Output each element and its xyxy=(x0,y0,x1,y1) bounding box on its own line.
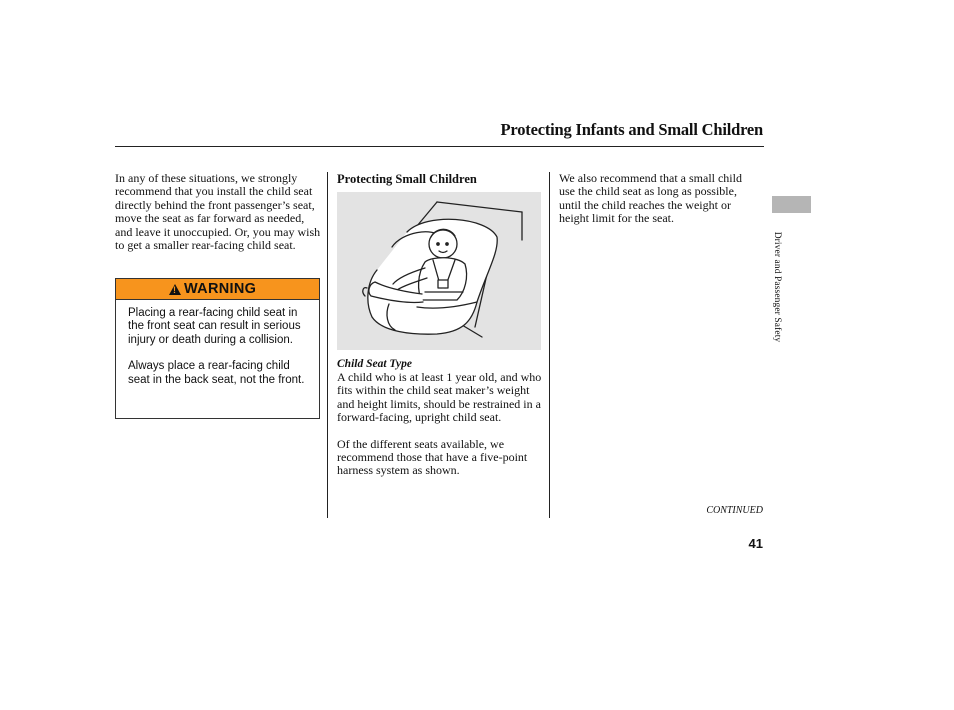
warning-paragraph-2: Always place a rear-facing child seat in the back seat, not the front. xyxy=(128,360,305,386)
section-heading: Protecting Small Children xyxy=(337,172,477,186)
warning-body xyxy=(116,300,319,387)
column3-paragraph: We also recommend that a small child use the child seat as long as possible, until the child reaches the weight or height limit for the seat. xyxy=(559,171,742,226)
continued-label: CONTINUED xyxy=(706,505,763,516)
page-title: Protecting Infants and Small Children xyxy=(500,120,763,139)
column1-paragraph: In any of these situations, we strongly recommend that you install the child seat directly behind the front passenger’s seat, move the seat as far forward as needed, and leave it unoccupied. Or, you may wish to get a smaller rear-facing child seat. xyxy=(115,171,321,253)
column2-paragraph-1: A child who is at least 1 year old, and who fits within the child seat maker’s weight and height limits, should be restrained in a forward-facing, upright child seat. xyxy=(337,370,542,425)
column-divider-2 xyxy=(549,172,550,518)
column2-paragraph-2: Of the different seats available, we recommend those that have a five-point harness system as shown. xyxy=(337,436,528,478)
child-in-car-seat-icon xyxy=(337,192,541,350)
warning-paragraph-1: Placing a rear-facing child seat in the front seat can result in serious injury or death during a collision. xyxy=(128,307,301,346)
warning-triangle-icon xyxy=(169,284,181,295)
page-number: 41 xyxy=(748,536,763,551)
title-divider xyxy=(115,146,764,147)
column-divider-1 xyxy=(327,172,328,518)
section-side-label: Driver and Passenger Safety xyxy=(772,231,782,343)
warning-box xyxy=(115,278,320,419)
child-seat-figure xyxy=(337,192,541,350)
warning-label: WARNING xyxy=(184,281,257,297)
figure-caption: Child Seat Type xyxy=(337,358,412,370)
warning-header xyxy=(116,279,319,300)
column2-body xyxy=(337,371,547,491)
